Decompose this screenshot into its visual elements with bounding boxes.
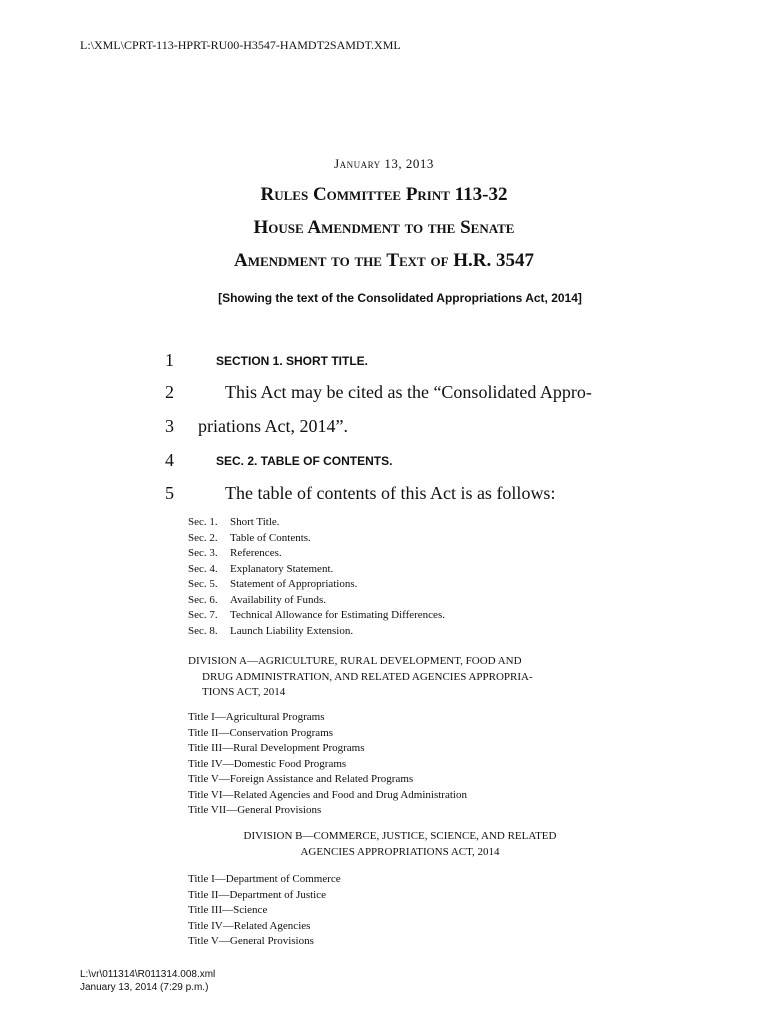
toc-row <box>188 593 445 609</box>
toc-text: Short Title. <box>230 516 280 528</box>
division-a-heading <box>188 654 612 701</box>
title-entry: Title VI—Related Agencies and Food and Drug Administration <box>188 788 467 801</box>
toc-row <box>188 608 445 624</box>
document-date: January 13, 2013 <box>334 156 434 171</box>
toc-num: Sec. 2. <box>188 531 218 544</box>
division-a-line: TIONS ACT, 2014 <box>202 686 286 698</box>
section-1-heading: SECTION 1. SHORT TITLE. <box>216 354 369 368</box>
title-entry: Title IV—Domestic Food Programs <box>188 757 347 770</box>
division-b-line: DIVISION B—COMMERCE, JUSTICE, SCIENCE, AND RELATED <box>243 830 557 842</box>
toc-text: Table of Contents. <box>230 531 311 544</box>
title-entry: Title IV—Related Agencies <box>188 919 311 932</box>
line-number: 5 <box>165 483 174 503</box>
title-entry: Title V—General Provisions <box>188 935 314 947</box>
division-b-line: AGENCIES APPROPRIATIONS ACT, 2014 <box>300 845 500 858</box>
toc-num: Sec. 3. <box>188 547 218 559</box>
footer <box>80 968 215 994</box>
toc-text: Statement of Appropriations. <box>230 578 358 590</box>
toc-num: Sec. 6. <box>188 593 218 606</box>
toc-row <box>188 562 445 578</box>
division-b-titles <box>188 872 341 950</box>
title-entry: Title I—Agricultural Programs <box>188 711 325 723</box>
toc-num: Sec. 8. <box>188 624 218 637</box>
division-b-heading <box>188 829 612 860</box>
section-2-heading: SEC. 2. TABLE OF CONTENTS. <box>216 454 393 468</box>
title-line-1: Rules Committee Print 113-32 <box>260 184 508 205</box>
toc-num: Sec. 7. <box>188 609 218 621</box>
bracket-note: [Showing the text of the Consolidated Appropriations Act, 2014] <box>218 291 582 305</box>
toc-row <box>188 624 445 640</box>
line-number: 2 <box>165 382 174 402</box>
toc-row <box>188 531 445 547</box>
toc-row <box>188 515 445 531</box>
footer-file: L:\vr\011314\R011314.008.xml <box>80 969 216 980</box>
body-text-line: The table of contents of this Act is as follows: <box>225 483 556 503</box>
title-entry: Title II—Department of Justice <box>188 888 326 901</box>
line-number: 1 <box>165 350 174 370</box>
division-a-line: DRUG ADMINISTRATION, AND RELATED AGENCIES APPROPRIA- <box>202 670 533 683</box>
title-entry: Title V—Foreign Assistance and Related Programs <box>188 773 414 785</box>
toc-text: Availability of Funds. <box>230 593 327 606</box>
title-entry: Title VII—General Provisions <box>188 804 322 816</box>
toc-num: Sec. 1. <box>188 516 218 528</box>
title-entry: Title I—Department of Commerce <box>188 873 341 885</box>
title-entry: Title III—Science <box>188 904 268 916</box>
toc-num: Sec. 4. <box>188 562 218 575</box>
division-a-titles <box>188 710 467 819</box>
toc-text: Explanatory Statement. <box>230 562 334 575</box>
toc-text: Launch Liability Extension. <box>230 624 354 637</box>
body-text-line: This Act may be cited as the “Consolidated Appro- <box>225 382 592 402</box>
toc-text: References. <box>230 547 282 559</box>
line-number: 4 <box>165 450 174 470</box>
toc-sections <box>188 515 445 639</box>
title-line-2: House Amendment to the Senate <box>253 217 515 238</box>
toc-row <box>188 546 445 562</box>
division-a-line: DIVISION A—AGRICULTURE, RURAL DEVELOPMENT, FOOD AND <box>188 655 522 667</box>
title-entry: Title II—Conservation Programs <box>188 726 334 739</box>
title-line-3: Amendment to the Text of H.R. 3547 <box>233 250 535 271</box>
toc-text: Technical Allowance for Estimating Differences. <box>230 609 445 621</box>
body-text-line: priations Act, 2014”. <box>198 416 348 436</box>
line-number: 3 <box>165 416 174 436</box>
header-file-path: L:\XML\CPRT-113-HPRT-RU00-H3547-HAMDT2SAMDT.XML <box>80 38 401 52</box>
title-entry: Title III—Rural Development Programs <box>188 742 365 754</box>
toc-row <box>188 577 445 593</box>
footer-timestamp: January 13, 2014 (7:29 p.m.) <box>80 982 209 993</box>
toc-num: Sec. 5. <box>188 578 218 590</box>
